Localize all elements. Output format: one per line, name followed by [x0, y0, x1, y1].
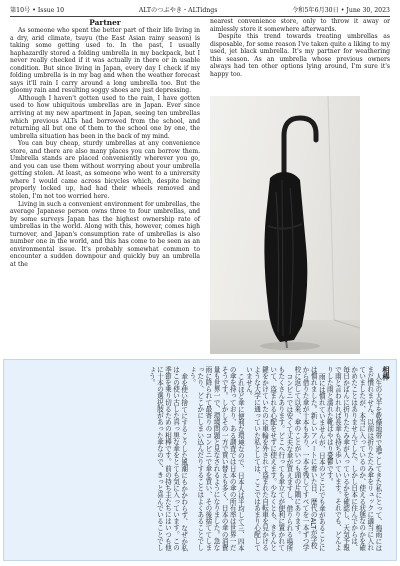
umbrella-photo [210, 96, 360, 354]
japanese-title: 相棒 [382, 366, 391, 381]
article-title: Partner [89, 18, 121, 27]
article-paragraph: Despite this trend towards treating umbrellas as disposable, for some reason I've taken quite a liking to my used, jet black umbrella. It's my partner for weathering this season. As an umbrella whose previous owners always had ten other options lying around, I'm sure it's happy too. [210, 33, 390, 78]
newsletter-name: ALTのつぶやき・ALTidngs [138, 6, 218, 14]
umbrella-icon [210, 96, 360, 354]
japanese-paragraph: 雨には慣れていませんが、日本のどこにでも傘があることには慣れました。新しいアパートに着いた日、歴代のALTが学校から借りた傘が十本もあり、一本を残してすべてを一本ずつ学校に返して以来、傘のことがいつも頭の片隅にあります。 [292, 366, 326, 551]
article-paragraph: As someone who spent the better part of their life living in a dry, arid climate, tsuyu (the East Asian rainy season) is taking some getting used to. In the past, I usually haphazardly stored a folding umbrella in my backpack, but I never really checked if it was actually in there or in usable condition. But since living in Japan, every day I check if my folding umbrella is in my bag and when the weather forecast says it'll rain I carry around a long umbrella too. But the gloomy rain and resulting soggy shoes are just depressing. [10, 27, 200, 95]
issue-number: 第10号 • Issue 10 [10, 6, 65, 14]
japanese-translation-panel [3, 359, 397, 561]
japanese-paragraph: これほど傘に便利な環境なので、日本人は平均して三、四本の傘を持っており、ある調査では日本の傘の所有率は世界一だそうです。しかしその一方で買い替えも多く、日本の傘の消費量も世界一で、環境問題と見なされるようになりました。急な雨に降られて最寄りのコンビニで傘を買い、その後捨ててしまったり、どこかにしまい込んだりすることはよくあることでしょう。 [187, 366, 245, 551]
article-paragraph: You can buy cheap, sturdy umbrellas at any convenience store, and there are also many places you can borrow them. Umbrella stands are placed conveniently wherever you go, and you can use them without worrying about your umbrella getting stolen. At least, as someone who went to a university where I would came across bicycles which, despite being properly locked up, had had their wheels removed and stolen, I'm not too worried here. [10, 140, 200, 201]
article-paragraph: nearest convenience store, only to throw it away or aimlessly store it somewhere afterwards. [210, 18, 390, 33]
article-column-right [210, 18, 390, 356]
japanese-paragraph: 人生の大半を乾燥地帯で過ごしてきた私にとって、梅雨にはまだ慣れません。以前は折りたたみ傘をリュックに適当に入れていましたが、本当に入っているのか、使える状態なのかを確かめたことはありませんでした。しかし日本に住んでからは、毎日かばんに折りたたみ傘が入っているかを確認し、天気予報で雨と言われれば長傘も持ち歩いています。それでも、どんよりした雨と濡れた靴はやはり憂鬱です。 [325, 366, 382, 551]
english-article [10, 18, 390, 356]
page-header [10, 4, 390, 17]
japanese-paragraph: コンビニでは安くて丈夫な傘が買えますし、借りられる場所もたくさんあります。どこへ行っても傘立てが便利に置かれていて、盗まれる心配をせずに使えます。少なくとも、きちんと鍵をかけていたのに車輪を外されて盗まれた自転車を見かけるような大学に通っていた私としては、ここではあまり心配していません。 [244, 366, 293, 551]
article-paragraph: Although I haven't gotten used to the rain, I have gotten used to how ubiquitous umbrellas are in Japan. Ever since arriving at my new apartment in Japan, seeing ten umbrellas which previous ALTs had borrowed from the school, and returning all but one of them to the school one by one, the umbrella situation has been in the back of my mind. [10, 94, 200, 140]
issue-date: 令和5年6月30日 • June 30, 2023 [292, 6, 390, 14]
article-column-left [10, 18, 200, 356]
japanese-text [10, 366, 390, 554]
article-paragraph: Living in such a convenient environment for umbrellas, the average Japanese person owns three to four umbrellas, and by some surveys Japan has the highest ownership rate of umbrellas in the world. Along with this, however, comes high turnover, and Japan's consumption rate of umbrellas is also number one in the world, and this has come to be seen as an environmental issue. It's probably somewhat common to encounter a sudden downpour and quickly buy an umbrella at the [10, 200, 200, 268]
japanese-paragraph: 傘を使い捨てにするこうした風潮にもかかわらず、なぜか私はこの使い古した真っ黒な傘をとても気に入っています。この季節を乗り切るための相棒です。前の持ち主たちにはいつも他に十本の選択肢があった傘なので、きっと喜んでいることでしょう。 [147, 366, 188, 551]
